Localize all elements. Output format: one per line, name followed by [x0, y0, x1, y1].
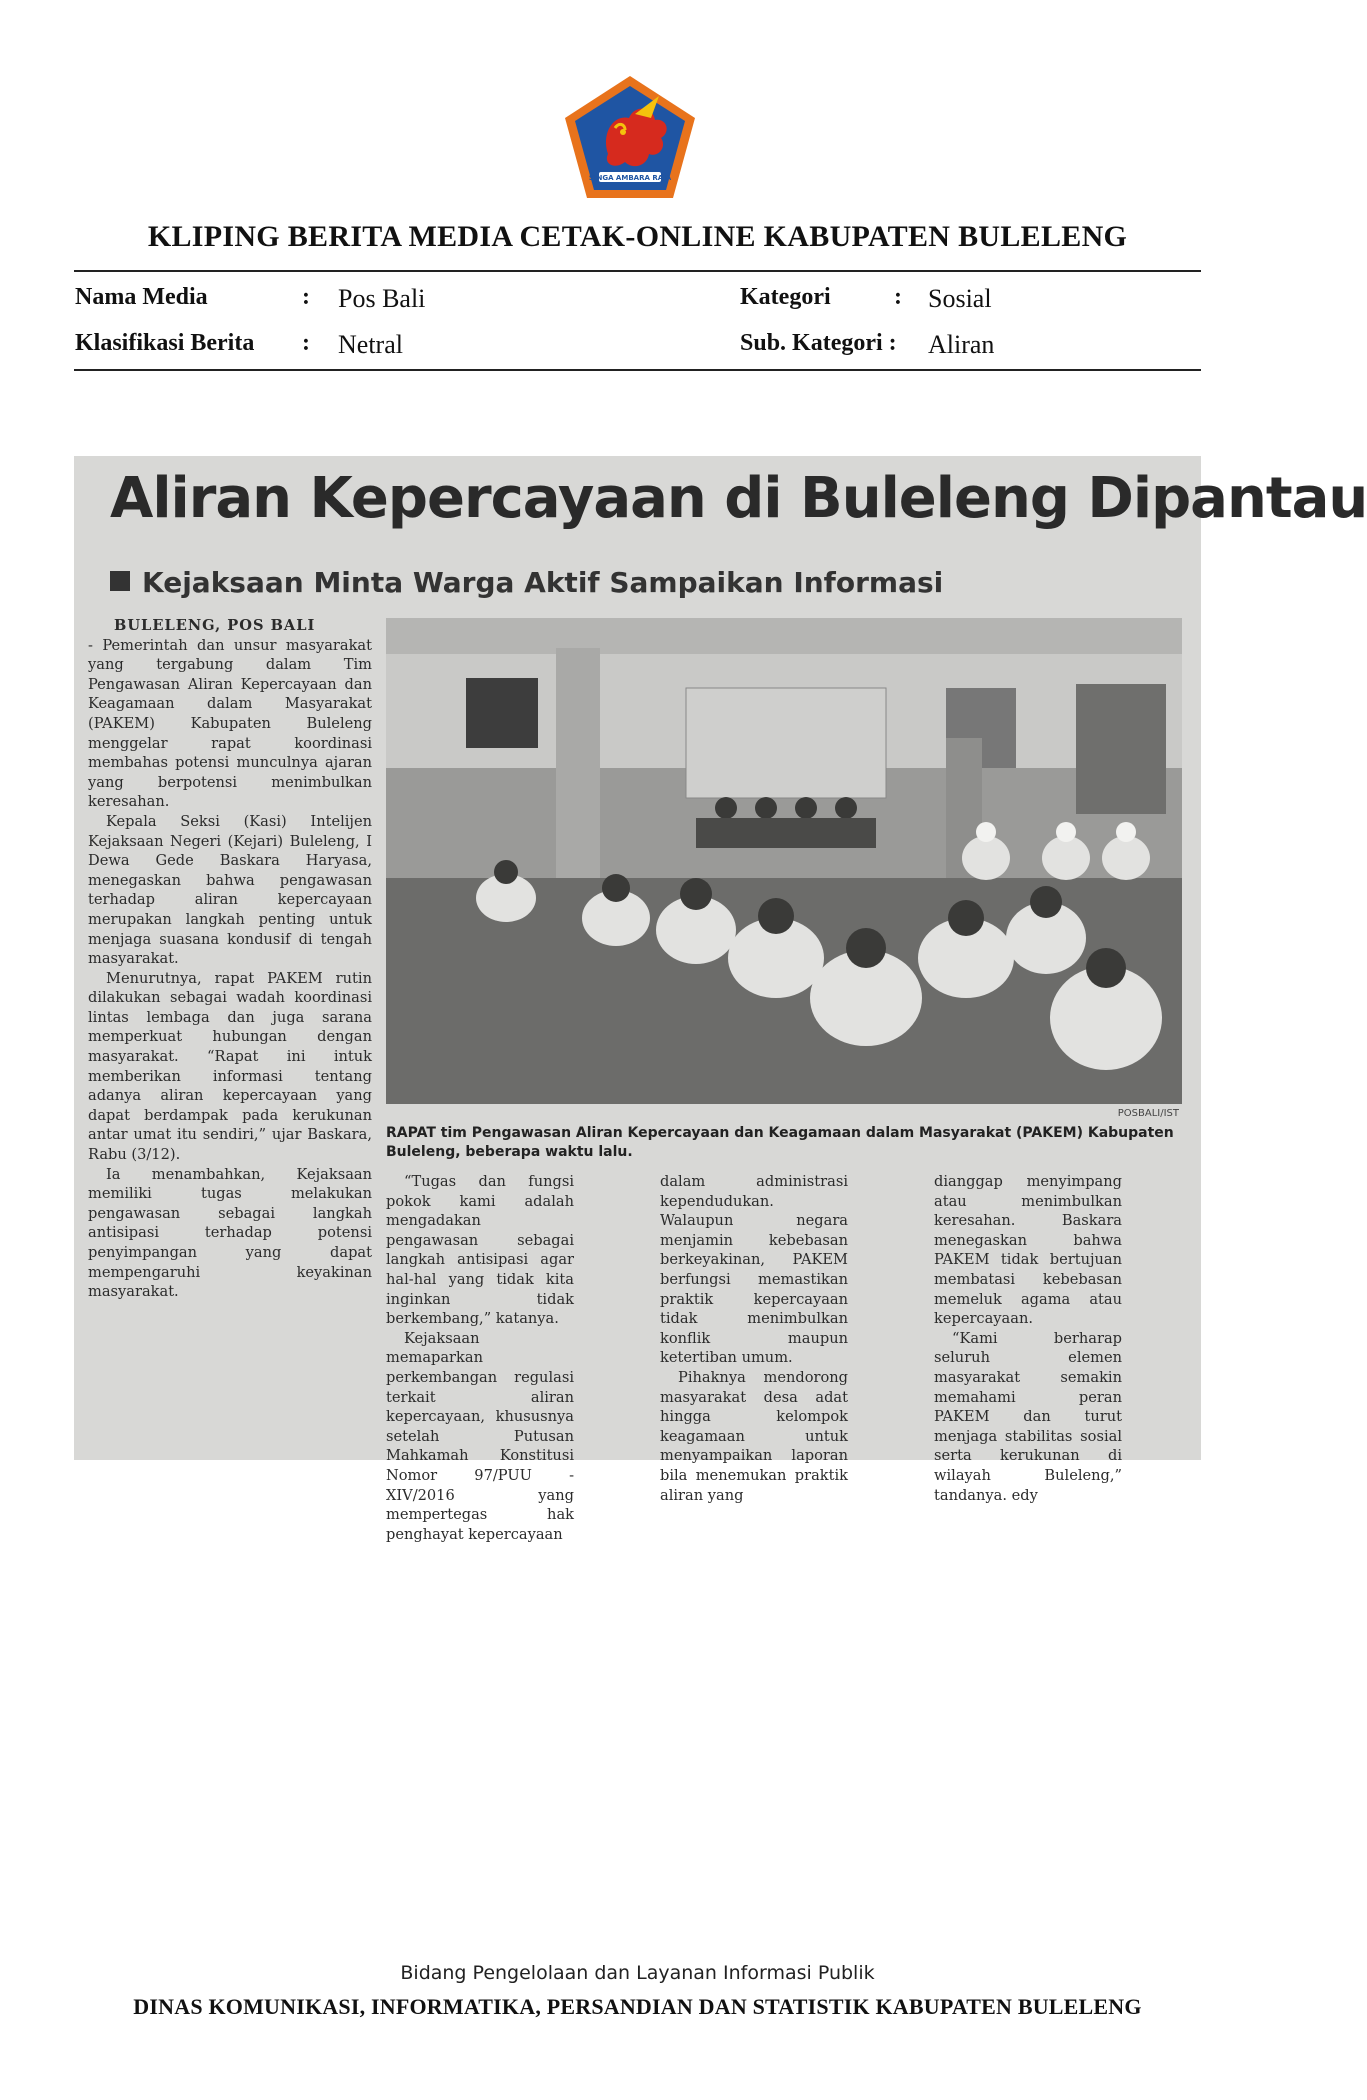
nama-media-value: Pos Bali	[338, 284, 426, 313]
klasifikasi-value: Netral	[338, 330, 403, 359]
article-headline: Aliran Kepercayaan di Buleleng Dipantau	[110, 466, 1367, 531]
article-dateline: BULELENG, POS BALI	[114, 617, 316, 634]
col2-paragraph: Kejaksaan memaparkan perkembangan regulasi terkait aliran kepercayaan, khususnya setelah Putusan Mahkamah Konstitusi Nomor 97/PUU -XIV/2016 yang mempertegas hak penghayat kepercayaan	[386, 1329, 574, 1543]
page-title: KLIPING BERITA MEDIA CETAK-ONLINE KABUPATEN BULELENG	[147, 220, 1128, 253]
article-photo	[386, 618, 1182, 1104]
article-column-1	[88, 616, 372, 1302]
col2-paragraph: “Tugas dan fungsi pokok kami adalah mengadakan pengawasan sebagai langkah antisipasi agar hal-hal yang tidak kita inginkan tidak berkembang,” katanya.	[386, 1173, 574, 1328]
bullet-square-icon	[110, 571, 130, 591]
article-column-2	[386, 1172, 574, 1544]
photo-credit: POSBALI/IST	[1117, 1108, 1179, 1119]
article-subheadline-text: Kejaksaan Minta Warga Aktif Sampaikan Informasi	[142, 566, 944, 599]
col3-paragraph: Pihaknya mendorong masyarakat desa adat hingga kelompok keagamaan untuk menyampaikan laporan bila menemukan praktik aliran yang	[660, 1368, 848, 1504]
klasifikasi-label: Klasifikasi Berita	[75, 330, 255, 356]
footer-agency: DINAS KOMUNIKASI, INFORMATIKA, PERSANDIAN DAN STATISTIK KABUPATEN BULELENG	[133, 1994, 1142, 2019]
kategori-colon: :	[894, 284, 902, 310]
news-clipping	[74, 456, 1367, 1543]
photo-caption: RAPAT tim Pengawasan Aliran Kepercayaan dan Keagamaan dalam Masyarakat (PAKEM) Kabupaten Buleleng, beberapa waktu lalu.	[386, 1125, 1174, 1160]
footer-department: Bidang Pengelolaan dan Layanan Informasi Publik	[400, 1962, 875, 1984]
col4-paragraph: dianggap menyimpang atau menimbulkan keresahan. Baskara menegaskan bahwa PAKEM tidak bertujuan membatasi kebebasan memeluk agama atau kepercayaan.	[934, 1173, 1122, 1328]
nama-media-label: Nama Media	[75, 284, 208, 310]
col1-paragraph: Kepala Seksi (Kasi) Intelijen Kejaksaan Negeri (Kejari) Buleleng, I Dewa Gede Baskara Haryasa, menegaskan bahwa pengawasan terhadap aliran kepercayaan merupakan langkah penting untuk menjaga suasana kondusif di tengah masyarakat.	[88, 812, 372, 968]
logo-text: SINGA AMBARA RAJA	[588, 174, 672, 182]
article-column-4	[934, 1172, 1122, 1505]
article-subheadline	[110, 566, 943, 599]
nama-media-colon: :	[302, 284, 310, 310]
header-divider-top	[74, 270, 1201, 272]
col4-paragraph: “Kami berharap seluruh elemen masyarakat semakin memahami peran PAKEM dan turut menjaga stabilitas sosial serta kerukunan di wilayah Buleleng,” tandanya. edy	[934, 1329, 1122, 1504]
sub-kategori-label: Sub. Kategori :	[740, 330, 897, 356]
kategori-value: Sosial	[928, 284, 992, 313]
klasifikasi-colon: :	[302, 330, 310, 356]
header-divider-bottom	[74, 369, 1201, 371]
kabupaten-logo	[563, 74, 697, 200]
sub-kategori-value: Aliran	[928, 330, 995, 359]
kategori-label: Kategori	[740, 284, 831, 310]
col1-paragraph: Menurutnya, rapat PAKEM rutin dilakukan sebagai wadah koordinasi lintas lembaga dan juga sarana memperkuat hubungan dengan masyarakat. “Rapat ini intuk memberikan informasi tentang adanya aliran kepercayaan yang dapat berdampak pada kerukunan antar umat itu sendiri,” ujar Baskara, Rabu (3/12).	[88, 969, 372, 1164]
article-column-3	[660, 1172, 848, 1505]
col1-paragraph: - Pemerintah dan unsur masyarakat yang tergabung dalam Tim Pengawasan Aliran Kepercayaan dan Keagamaan dalam Masyarakat (PAKEM) Kabupaten Buleleng menggelar rapat koordinasi membahas potensi munculnya ajaran yang berpotensi menimbulkan keresahan.	[88, 636, 372, 811]
col3-paragraph: dalam administrasi kependudukan. Walaupun negara menjamin kebebasan berkeyakinan, PAKEM berfungsi memastikan praktik kepercayaan tidak menimbulkan konflik maupun ketertiban umum.	[660, 1173, 848, 1367]
col1-paragraph: Ia menambahkan, Kejaksaan memiliki tugas melakukan pengawasan sebagai langkah antisipasi terhadap potensi penyimpangan yang dapat mempengaruhi keyakinan masyarakat.	[88, 1165, 372, 1301]
